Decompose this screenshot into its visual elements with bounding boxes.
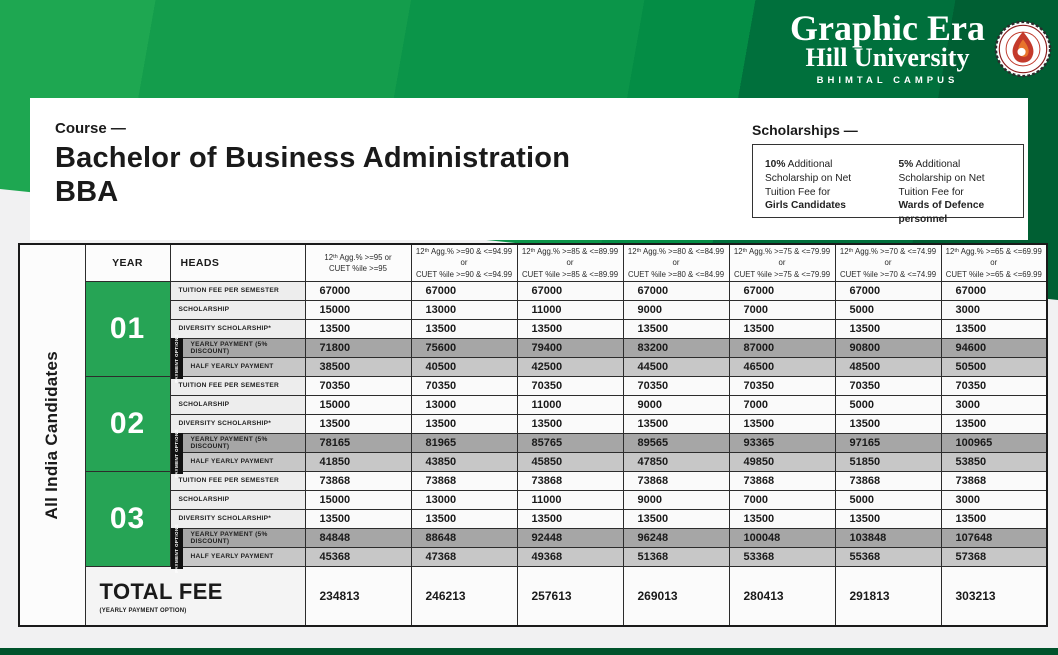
fee-cell: 94600 <box>941 338 1047 357</box>
criteria-line: CUET %ile >=85 & <=89.99 <box>521 269 619 279</box>
course-title <box>55 142 570 209</box>
criteria-header <box>305 244 411 281</box>
fee-cell: 93365 <box>729 433 835 452</box>
scholarship-percent: 5% <box>898 159 914 170</box>
criteria-header <box>623 244 729 281</box>
fee-cell: 96248 <box>623 528 729 547</box>
fee-cell: 57368 <box>941 547 1047 566</box>
fee-cell: 13500 <box>941 319 1047 338</box>
fee-cell: 67000 <box>517 281 623 300</box>
criteria-line: CUET %ile >=70 & <=74.99 <box>839 269 937 279</box>
fee-cell: 13500 <box>729 414 835 433</box>
fee-cell: 100965 <box>941 433 1047 452</box>
scholarship-item-girls <box>765 158 882 217</box>
course-title-line1: Bachelor of Business Administration <box>55 142 571 174</box>
fee-cell: 67000 <box>729 281 835 300</box>
fee-cell: 73868 <box>941 471 1047 490</box>
fee-cell: 97165 <box>835 433 941 452</box>
fee-cell: 73868 <box>517 471 623 490</box>
fee-cell: 47850 <box>623 452 729 471</box>
payment-options-strip: PAYMENT OPTIONS <box>171 338 183 379</box>
criteria-line: 12ᵗʰ Agg.% >=65 & <=69.99 or <box>945 247 1042 268</box>
year-cell: 03 <box>85 471 170 566</box>
fee-cell: 5000 <box>835 490 941 509</box>
criteria-line: 12ᵗʰ Agg.% >=75 & <=79.99 or <box>733 247 831 268</box>
fee-cell: 13500 <box>941 509 1047 528</box>
fee-cell: 84848 <box>305 528 411 547</box>
content-card <box>30 98 1028 240</box>
year-cell: 02 <box>85 376 170 471</box>
fee-cell: 73868 <box>623 471 729 490</box>
row-label: PAYMENT OPTIONS YEARLY PAYMENT (5% DISCOUNT) <box>170 433 305 452</box>
fee-cell: 50500 <box>941 357 1047 376</box>
total-fee-cell: 291813 <box>835 566 941 626</box>
fee-cell: 67000 <box>941 281 1047 300</box>
fee-table <box>18 243 1048 627</box>
fee-cell: 13500 <box>729 509 835 528</box>
fee-cell: 73868 <box>729 471 835 490</box>
campus-label: BHIMTAL CAMPUS <box>816 75 959 87</box>
row-label: SCHOLARSHIP <box>170 490 305 509</box>
fee-cell: 15000 <box>305 395 411 414</box>
footer-strip <box>0 648 1058 655</box>
scholarships-label: Scholarships — <box>752 122 858 138</box>
fee-cell: 13500 <box>623 319 729 338</box>
fee-cell: 70350 <box>517 376 623 395</box>
table-row-yearly-payment <box>19 338 1047 357</box>
fee-cell: 100048 <box>729 528 835 547</box>
fee-cell: 11000 <box>517 395 623 414</box>
scholarship-beneficiary: Wards of Defence personnel <box>898 200 985 226</box>
table-row <box>19 281 1047 300</box>
fee-cell: 55368 <box>835 547 941 566</box>
fee-cell: 13500 <box>623 414 729 433</box>
university-name-line2: Hill University <box>805 43 970 73</box>
fee-cell: 71800 <box>305 338 411 357</box>
row-label: TUITION FEE PER SEMESTER <box>170 281 305 300</box>
row-label: DIVERSITY SCHOLARSHIP* <box>170 319 305 338</box>
fee-cell: 67000 <box>305 281 411 300</box>
scholarships-box <box>752 144 1024 226</box>
criteria-header <box>411 244 517 281</box>
university-brand <box>790 8 1052 87</box>
fee-cell: 53850 <box>941 452 1047 471</box>
fee-cell: 70350 <box>411 376 517 395</box>
total-fee-cell: 234813 <box>305 566 411 626</box>
table-row <box>19 395 1047 414</box>
row-label: HALF YEARLY PAYMENT <box>170 547 305 566</box>
criteria-header <box>517 244 623 281</box>
fee-cell: 51850 <box>835 452 941 471</box>
row-label: TUITION FEE PER SEMESTER <box>170 376 305 395</box>
criteria-line: 12ᵗʰ Agg.% >=95 or <box>324 252 392 262</box>
fee-cell: 42500 <box>517 357 623 376</box>
fee-cell: 11000 <box>517 490 623 509</box>
course-label: Course — <box>55 120 126 137</box>
university-name <box>790 8 985 87</box>
table-header-row <box>19 244 1047 281</box>
fee-cell: 13000 <box>411 300 517 319</box>
fee-cell: 13500 <box>517 509 623 528</box>
row-label: HALF YEARLY PAYMENT <box>170 357 305 376</box>
side-label-cell <box>19 244 85 626</box>
fee-cell: 13500 <box>411 509 517 528</box>
total-fee-cell: 246213 <box>411 566 517 626</box>
fee-cell: 87000 <box>729 338 835 357</box>
fee-cell: 70350 <box>941 376 1047 395</box>
candidates-label: All India Candidates <box>42 350 62 520</box>
fee-cell: 13500 <box>411 319 517 338</box>
fee-cell: 78165 <box>305 433 411 452</box>
fee-cell: 41850 <box>305 452 411 471</box>
criteria-line: CUET %ile >=80 & <=84.99 <box>627 269 725 279</box>
fee-cell: 5000 <box>835 300 941 319</box>
fee-cell: 83200 <box>623 338 729 357</box>
fee-cell: 85765 <box>517 433 623 452</box>
fee-cell: 13500 <box>941 414 1047 433</box>
fee-cell: 13500 <box>835 509 941 528</box>
fee-cell: 9000 <box>623 395 729 414</box>
total-fee-cell: 280413 <box>729 566 835 626</box>
fee-cell: 75600 <box>411 338 517 357</box>
fee-cell: 13500 <box>835 414 941 433</box>
fee-cell: 73868 <box>411 471 517 490</box>
criteria-line: CUET %ile >=65 & <=69.99 <box>945 269 1042 279</box>
fee-cell: 46500 <box>729 357 835 376</box>
fee-cell: 79400 <box>517 338 623 357</box>
fee-cell: 73868 <box>305 471 411 490</box>
fee-cell: 13500 <box>729 319 835 338</box>
fee-cell: 7000 <box>729 490 835 509</box>
criteria-line: 12ᵗʰ Agg.% >=90 & <=94.99 or <box>415 247 513 268</box>
total-fee-label: TOTAL FEE <box>99 578 223 604</box>
table-row <box>19 300 1047 319</box>
fee-cell: 13000 <box>411 490 517 509</box>
scholarship-body: Additional Scholarship on Net Tuition Fee for <box>898 159 985 198</box>
fee-cell: 88648 <box>411 528 517 547</box>
payment-options-strip: PAYMENT OPTIONS <box>171 528 183 569</box>
row-label: SCHOLARSHIP <box>170 395 305 414</box>
fee-cell: 49850 <box>729 452 835 471</box>
fee-cell: 15000 <box>305 490 411 509</box>
fee-cell: 81965 <box>411 433 517 452</box>
row-label: HALF YEARLY PAYMENT <box>170 452 305 471</box>
fee-cell: 13500 <box>517 414 623 433</box>
criteria-line: 12ᵗʰ Agg.% >=70 & <=74.99 or <box>839 247 937 268</box>
fee-cell: 70350 <box>835 376 941 395</box>
fee-cell: 13500 <box>305 509 411 528</box>
heads-header: HEADS <box>170 244 305 281</box>
fee-cell: 107648 <box>941 528 1047 547</box>
fee-cell: 13500 <box>305 319 411 338</box>
fee-cell: 38500 <box>305 357 411 376</box>
fee-cell: 89565 <box>623 433 729 452</box>
fee-cell: 9000 <box>623 300 729 319</box>
total-fee-sublabel: (YEARLY PAYMENT OPTION) <box>99 607 187 614</box>
fee-cell: 48500 <box>835 357 941 376</box>
fee-cell: 70350 <box>729 376 835 395</box>
course-title-line2: BBA <box>55 175 119 208</box>
fee-cell: 53368 <box>729 547 835 566</box>
university-name-line1: Graphic Era <box>790 8 985 48</box>
scholarship-body: Additional Scholarship on Net Tuition Fee for <box>765 159 852 198</box>
table-row <box>19 490 1047 509</box>
criteria-line: CUET %ile >=90 & <=94.99 <box>415 269 513 279</box>
fee-cell: 47368 <box>411 547 517 566</box>
row-label: SCHOLARSHIP <box>170 300 305 319</box>
fee-cell: 13000 <box>411 395 517 414</box>
fee-cell: 49368 <box>517 547 623 566</box>
table-row-yearly-payment <box>19 528 1047 547</box>
row-label: PAYMENT OPTIONS YEARLY PAYMENT (5% DISCOUNT) <box>170 528 305 547</box>
fee-cell: 40500 <box>411 357 517 376</box>
fee-cell: 15000 <box>305 300 411 319</box>
fee-cell: 5000 <box>835 395 941 414</box>
fee-cell: 92448 <box>517 528 623 547</box>
scholarship-item-defence <box>898 158 1013 226</box>
criteria-line: 12ᵗʰ Agg.% >=85 & <=89.99 or <box>521 247 619 268</box>
fee-cell: 13500 <box>305 414 411 433</box>
fee-cell: 45368 <box>305 547 411 566</box>
row-label: TUITION FEE PER SEMESTER <box>170 471 305 490</box>
total-fee-row <box>19 566 1047 626</box>
fee-cell: 11000 <box>517 300 623 319</box>
fee-cell: 90800 <box>835 338 941 357</box>
fee-cell: 13500 <box>623 509 729 528</box>
fee-cell: 7000 <box>729 300 835 319</box>
total-fee-cell: 303213 <box>941 566 1047 626</box>
fee-cell: 70350 <box>623 376 729 395</box>
fee-cell: 3000 <box>941 395 1047 414</box>
row-label: DIVERSITY SCHOLARSHIP* <box>170 509 305 528</box>
criteria-line: CUET %ile >=95 <box>329 263 387 273</box>
year-cell: 01 <box>85 281 170 376</box>
fee-cell: 3000 <box>941 300 1047 319</box>
fee-cell: 67000 <box>623 281 729 300</box>
scholarship-percent: 10% <box>765 159 786 170</box>
fee-cell: 3000 <box>941 490 1047 509</box>
total-fee-cell: 269013 <box>623 566 729 626</box>
fee-cell: 51368 <box>623 547 729 566</box>
table-row-yearly-payment <box>19 433 1047 452</box>
fee-cell: 7000 <box>729 395 835 414</box>
total-fee-cell: 257613 <box>517 566 623 626</box>
row-label: DIVERSITY SCHOLARSHIP* <box>170 414 305 433</box>
payment-options-strip: PAYMENT OPTIONS <box>171 433 183 474</box>
fee-cell: 45850 <box>517 452 623 471</box>
fee-cell: 9000 <box>623 490 729 509</box>
criteria-line: 12ᵗʰ Agg.% >=80 & <=84.99 or <box>627 247 725 268</box>
fee-cell: 44500 <box>623 357 729 376</box>
fee-cell: 73868 <box>835 471 941 490</box>
fee-cell: 13500 <box>835 319 941 338</box>
fee-cell: 13500 <box>411 414 517 433</box>
criteria-header <box>835 244 941 281</box>
criteria-line: CUET %ile >=75 & <=79.99 <box>733 269 831 279</box>
fee-cell: 67000 <box>835 281 941 300</box>
row-label: PAYMENT OPTIONS YEARLY PAYMENT (5% DISCOUNT) <box>170 338 305 357</box>
fee-cell: 70350 <box>305 376 411 395</box>
fee-cell: 103848 <box>835 528 941 547</box>
fee-cell: 13500 <box>517 319 623 338</box>
year-header: YEAR <box>85 244 170 281</box>
scholarship-beneficiary: Girls Candidates <box>765 200 846 212</box>
fee-cell: 43850 <box>411 452 517 471</box>
criteria-header <box>941 244 1047 281</box>
criteria-header <box>729 244 835 281</box>
fee-cell: 67000 <box>411 281 517 300</box>
total-fee-label-cell <box>85 566 305 626</box>
university-seal-icon <box>994 20 1052 78</box>
